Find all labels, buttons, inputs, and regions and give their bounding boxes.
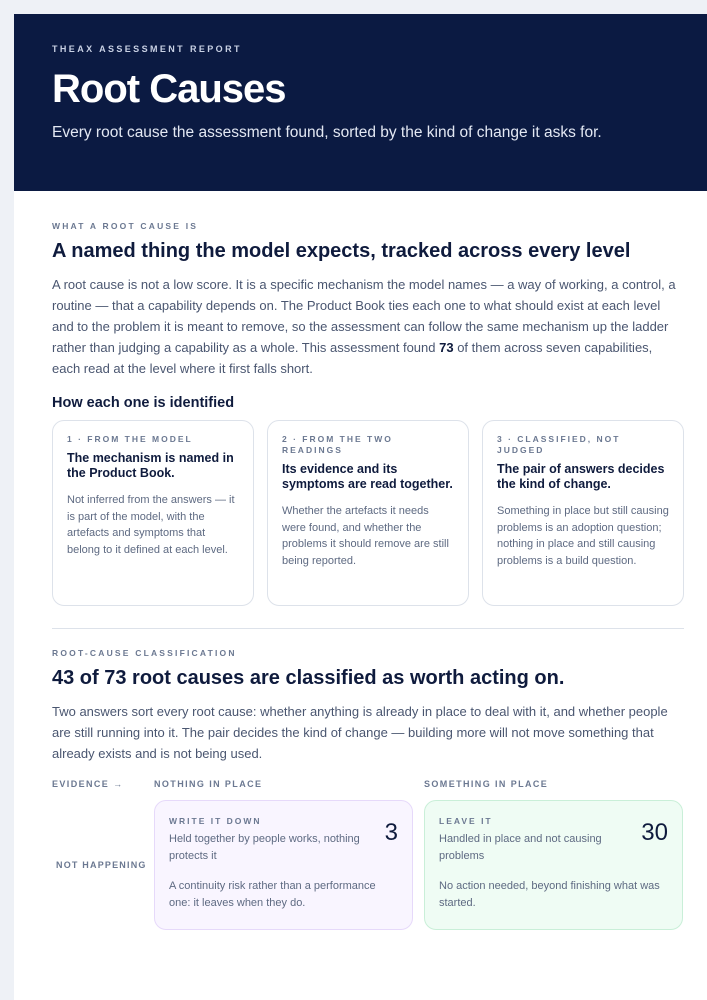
row-label: NOT HAPPENING [56,860,147,870]
card-eyebrow: 3 · CLASSIFIED, NOT JUDGED [497,434,621,455]
cell-note: No action needed, beyond finishing what was started. [439,880,660,909]
page-subtitle: Every root cause the assessment found, sorted by the kind of change it asks for. [52,124,602,141]
card-title: The mechanism is named in the Product Book. [67,451,234,480]
card-body: Not inferred from the answers — it is part of the model, with the artefacts and symptoms that belong to it defined at each level. [67,494,235,556]
card-body: Whether the artefacts it needs were found, and whether the problems it should remove are still being reported. [282,505,449,567]
card-from-model [52,420,254,606]
cell-description: Handled in place and not causing problems [439,833,602,862]
report-eyebrow: THEAX ASSESSMENT REPORT [52,44,242,54]
classification-section [14,629,707,930]
card-body: Something in place but still causing problems is an adoption question; nothing in place and still causing problems is a build question. [497,505,669,567]
cell-note: A continuity risk rather than a performance one: it leaves when they do. [169,880,376,909]
identification-heading: How each one is identified [52,395,235,411]
cell-leave-it [424,800,683,930]
root-cause-count: 73 [439,340,454,355]
classification-heading: 43 of 73 root causes are classified as worth acting on. [52,667,565,689]
card-eyebrow: 1 · FROM THE MODEL [67,434,193,444]
card-classified [482,420,684,606]
hero-banner [14,14,707,191]
matrix-header [52,779,684,789]
card-title: Its evidence and its symptoms are read together. [282,462,453,491]
definition-heading: A named thing the model expects, tracked across every level [52,240,631,262]
classification-eyebrow: ROOT-CAUSE CLASSIFICATION [52,648,237,658]
matrix-row-not-happening [52,800,684,930]
evidence-axis-label: EVIDENCE → [52,779,124,789]
definition-paragraph: A root cause is not a low score. It is a specific mechanism the model names — a way of working, a control, a routine — that a capability depends on. The Product Book ties each one to what should exist at each level and to the problem it is meant to remove, so the assessment can follow the same mechanism up the ladder rather than judging a capability as a whole. This assessment found 73 of them across seven capabilities, each read at the level where it first falls short. [52,277,676,376]
card-eyebrow: 2 · FROM THE TWO READINGS [282,434,393,455]
cell-write-it-down [154,800,413,930]
cell-eyebrow: WRITE IT DOWN [169,816,262,826]
cell-description: Held together by people works, nothing protects it [169,833,360,862]
cell-eyebrow: LEAVE IT [439,816,493,826]
column-something-in-place: SOMETHING IN PLACE [424,779,549,789]
column-nothing-in-place: NOTHING IN PLACE [154,779,263,789]
cell-count: 30 [641,819,668,846]
report-page [14,14,707,1000]
cell-count: 3 [384,819,398,846]
page-title: Root Causes [52,67,286,111]
definition-section [14,191,707,629]
definition-eyebrow: WHAT A ROOT CAUSE IS [52,221,199,231]
card-title: The pair of answers decides the kind of change. [497,462,665,491]
identification-cards [52,420,684,606]
classification-paragraph: Two answers sort every root cause: whether anything is already in place to deal with it, and whether people are still running into it. The pair decides the kind of change — building more will not move something that already exists and is not being used. [52,704,668,761]
card-from-readings [267,420,469,606]
